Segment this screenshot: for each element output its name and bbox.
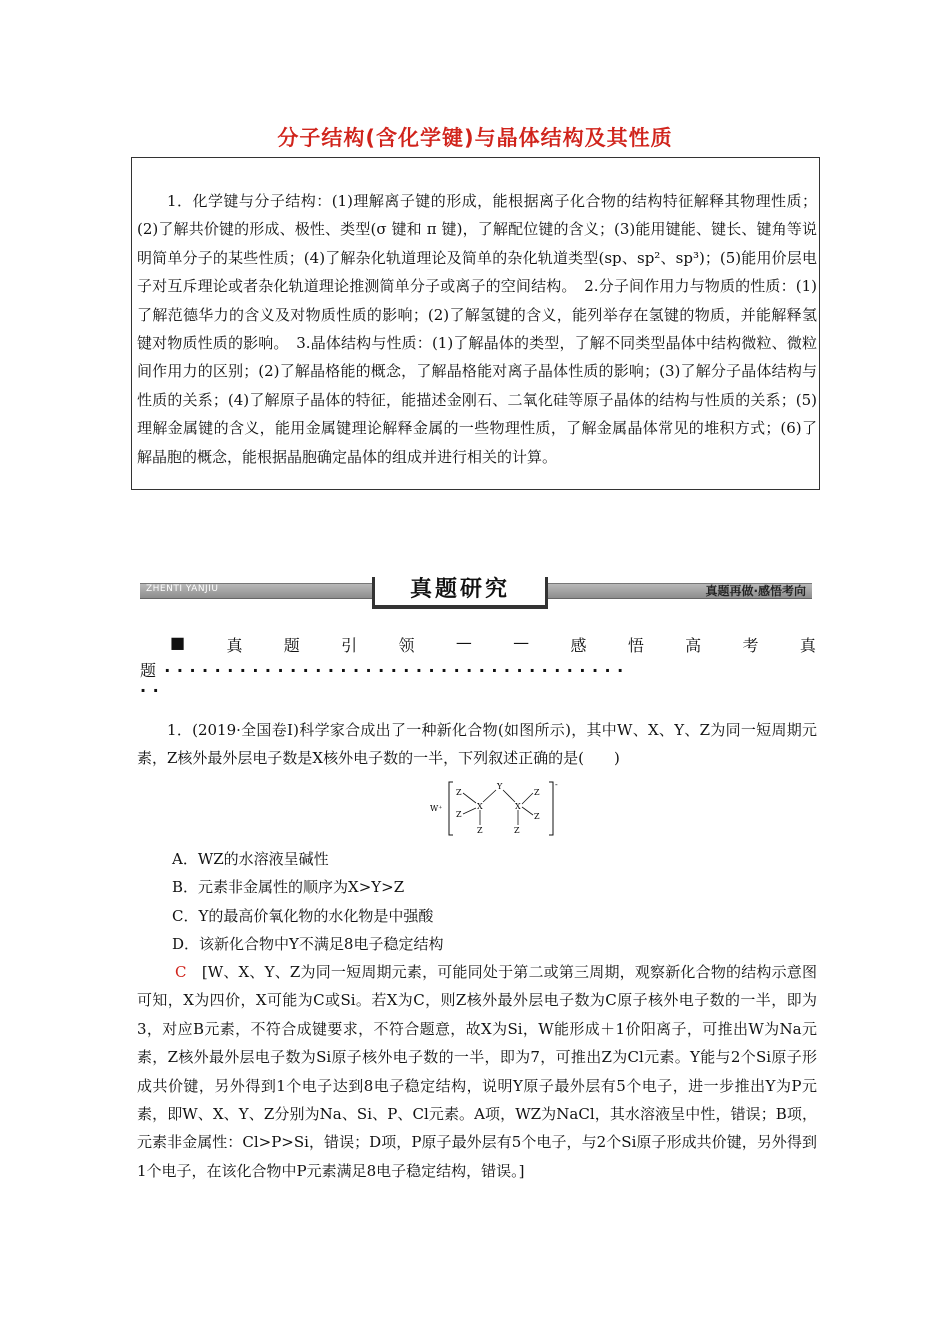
struct-cation: W⁺ (430, 804, 443, 813)
section-char: 题 (283, 636, 300, 655)
banner-left-label: ZHENTI YANJIU (146, 584, 219, 594)
section-char: 真 (226, 636, 243, 655)
section-char: 引 (341, 636, 358, 655)
syllabus-text: 1．化学键与分子结构：(1)理解离子键的形成，能根据离子化合物的结构特征解释其物理性质；(2)了解共价键的形成、极性、类型(σ 键和 π 键)，了解配位键的含义；(3)能用键能、键长、键角等说明简单分子的某些性质；(4)了解杂化轨道理论及简单的杂化轨道类型(sp、sp²、sp³)；(5)能用价层电子对互斥理论或者杂化轨道理论推测简单分子或离子的空间结构。 2.分子间作用力与物质的性质：(1)了解范德华力的含义及对物质性质的影响；(2)了解氢键的含义，能列举存在氢键的物质，并能解释氢键对物质性质的影响。 3.晶体结构与性质：(1)了解晶体的类型，了解不同类型晶体中结构微粒、微粒间作用力的区别；(2)了解晶格能的概念，了解晶格能对离子晶体性质的影响；(3)了解分子晶体结构与性质的关系；(4)了解原子晶体的特征，能描述金刚石、二氧化硅等原子晶体的结构与性质的关系；(5)理解金属键的含义，能用金属键理论解释金属的一些物理性质，了解金属晶体常见的堆积方式；(6)了解晶胞的概念，能根据晶胞确定晶体的组成并进行相关的计算。 (137, 192, 817, 466)
left-bracket (449, 782, 453, 835)
answer-explanation (137, 958, 817, 1185)
banner-right-label: 真题再做·感悟考向 (705, 584, 806, 598)
section-char: 感 (570, 636, 587, 655)
leader-dots: ····································· (164, 661, 630, 680)
section-char: — (455, 633, 472, 652)
option-d: D．该新化合物中Y不满足8电子稳定结构 (172, 935, 444, 954)
answer-options (172, 845, 852, 959)
compound-structure-diagram (428, 779, 568, 839)
atom-z: Z (456, 788, 462, 797)
section-char: 悟 (627, 636, 644, 655)
section-char: 高 (685, 636, 702, 655)
atom-z: Z (534, 788, 540, 797)
section-marker: ■ (170, 633, 186, 652)
atom-z: Z (477, 826, 483, 835)
right-bracket (549, 782, 553, 835)
bond-lines (463, 790, 533, 825)
struct-charge: - (555, 780, 558, 789)
atom-y: Y (497, 782, 503, 791)
question-stem: 1．(2019·全国卷Ⅰ)科学家合成出了一种新化合物(如图所示)，其中W、X、Y、Z为同一短周期元素，Z核外最外层电子数是X核外电子数的一半，下列叙述正确的是( ) (137, 721, 817, 768)
atom-x: X (477, 802, 483, 811)
option-a: A．WZ的水溶液呈碱性 (172, 850, 329, 868)
section-char: 考 (742, 636, 759, 655)
section-char: 领 (398, 636, 415, 655)
atom-z: Z (456, 810, 462, 819)
section-char: 题 (140, 661, 158, 680)
answer-letter: C (175, 963, 187, 981)
leader-dots-end: ·· (140, 681, 166, 700)
option-b: B．元素非金属性的顺序为X>Y>Z (172, 878, 405, 897)
atom-z: Z (534, 812, 540, 821)
page-title: 分子结构(含化学键)与晶体结构及其性质 (277, 126, 673, 150)
atom-z: Z (514, 826, 520, 835)
banner-title: 真题研究 (372, 577, 548, 609)
section-heading (140, 633, 816, 700)
atom-x: X (515, 802, 521, 811)
section-char: 真 (799, 636, 816, 655)
section-heading-line (140, 633, 816, 656)
section-banner (140, 577, 812, 607)
option-c: C．Y的最高价氧化物的水化物是中强酸 (172, 906, 434, 925)
answer-text: [W、X、Y、Z为同一短周期元素，可能同处于第二或第三周期，观察新化合物的结构示意图可知，X为四价，X可能为C或Si。若X为C，则Z核外最外层电子数为C原子核外电子数的一半，即为3，对应B元素，不符合成键要求，不符合题意，故X为Si，W能形成＋1价阳离子，可推出W为Na元素，Z核外最外层电子数为Si原子核外电子数的一半，即为7，可推出Z为Cl元素。Y能与2个Si原子形成共价键，另外得到1个电子达到8电子稳定结构，说明Y原子最外层有5个电子，进一步推出Y为P元素，即W、X、Y、Z分别为Na、Si、P、Cl元素。A项，WZ为NaCl，其水溶液呈中性，错误；B项，元素非金属性：Cl>P>Si，错误；D项，P原子最外层有5个电子，与2个Si原子形成共价键，另外得到1个电子，在该化合物中P元素满足8电子稳定结构，错误。] (137, 963, 817, 1180)
section-heading-line2 (140, 658, 816, 681)
section-char: — (513, 633, 530, 652)
